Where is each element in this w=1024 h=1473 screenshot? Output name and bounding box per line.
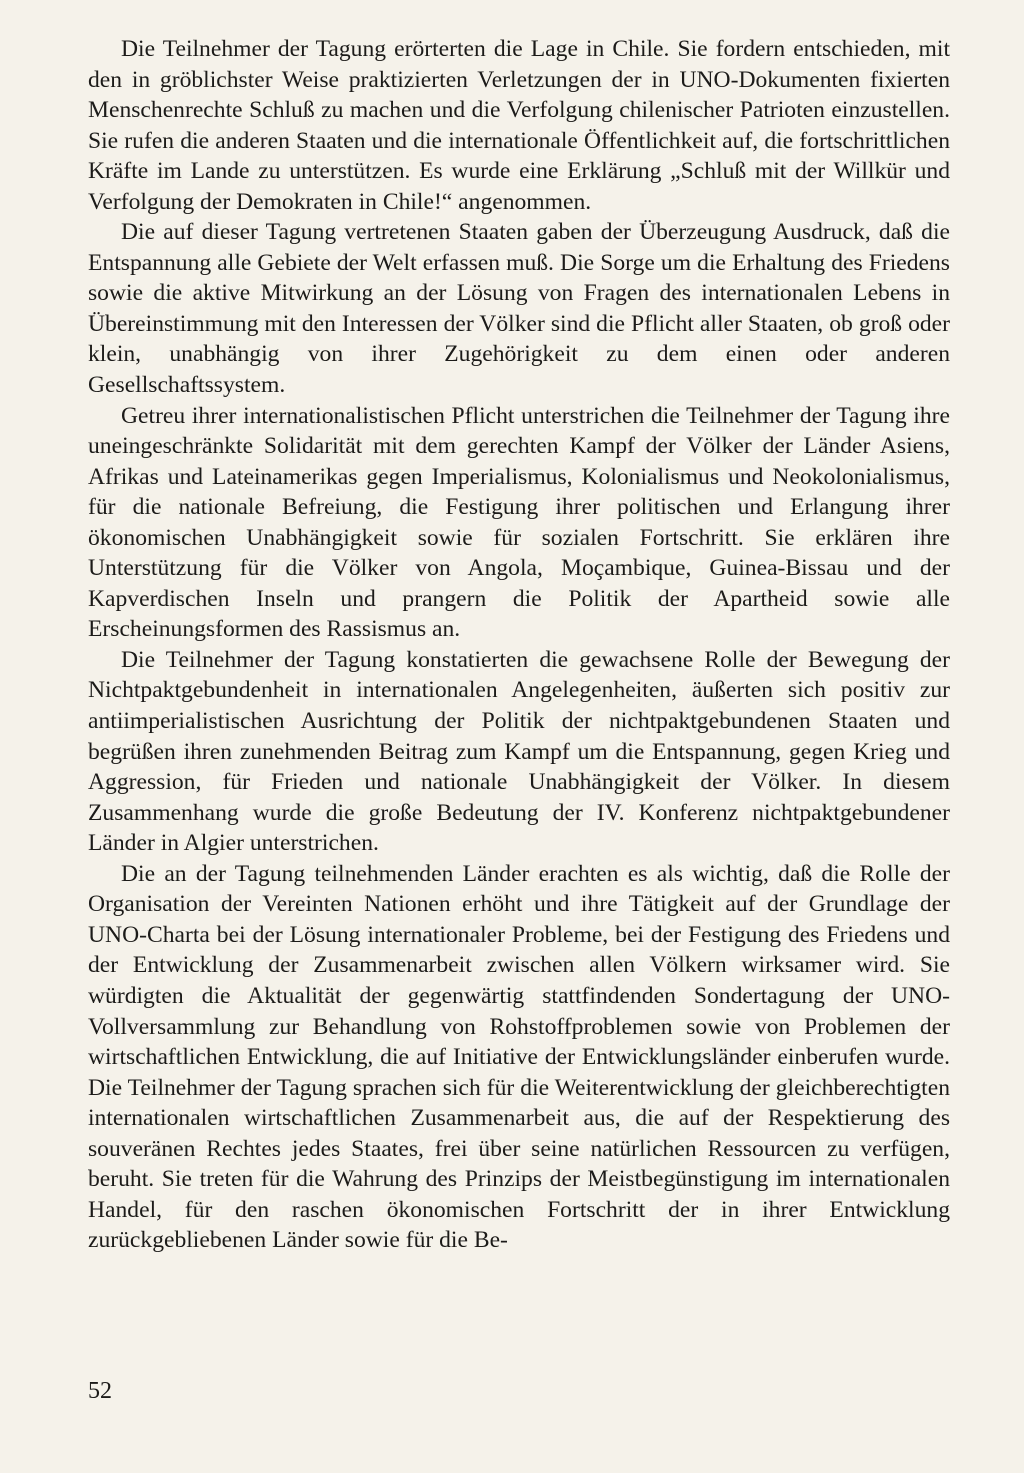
paragraph-solidaritaet: Getreu ihrer internationalistischen Pflicht unterstrichen die Teilnehmer der Tagung ihre uneingeschränkte Solidarität mit dem gerechten Kampf der Völker der Länder Asiens, Afrikas und Lateinamerikas gegen Imperialismus, Kolonialismus und Neokolonialismus, für die nationale Befreiung, die Festigung ihrer politischen und Erlangung ihrer ökonomischen Unabhängigkeit sowie für sozialen Fortschritt. Sie erklären ihre Unterstützung für die Völker von Angola, Moçambique, Guinea-Bissau und der Kapverdischen Inseln und prangern die Politik der Apartheid sowie alle Erscheinungsformen des Rassismus an. [88,402,950,643]
paragraph-chile: Die Teilnehmer der Tagung erörterten die Lage in Chile. Sie fordern entschieden, mit den in gröblichster Weise praktizierten Verletzungen der in UNO-Dokumenten fixierten Menschenrechte Schluß zu machen und die Verfolgung chilenischer Patrioten einzustellen. Sie rufen die anderen Staaten und die internationale Öffentlichkeit auf, die fortschrittlichen Kräfte im Lande zu unterstützen. Es wurde eine Erklärung „Schluß mit der Willkür und Verfolgung der Demokraten in Chile!“ angenommen. [88,36,950,215]
paragraph-entspannung: Die auf dieser Tagung vertretenen Staaten gaben der Überzeugung Ausdruck, daß die Entspannung alle Gebiete der Welt erfassen muß. Die Sorge um die Erhaltung des Friedens sowie die aktive Mitwirkung an der Lösung von Fragen des internationalen Lebens in Übereinstimmung mit den Interessen der Völker sind die Pflicht aller Staaten, ob groß oder klein, unabhängig von ihrer Zugehörigkeit zu dem einen oder anderen Gesellschaftssystem. [88,219,950,399]
page-number: 52 [88,1378,112,1404]
paragraph-vereinte-nationen: Die an der Tagung teilnehmenden Länder erachten es als wichtig, daß die Rolle der Organisation der Vereinten Nationen erhöht und ihre Tätigkeit auf der Grundlage der UNO-Charta bei der Lösung internationaler Probleme, bei der Festigung des Friedens und der Entwicklung der Zusammenarbeit zwischen allen Völkern wirksamer wird. Sie würdigten die Aktualität der gegenwärtig stattfindenden Sondertagung der UNO-Vollversammlung zur Behandlung von Rohstoffproblemen sowie von Problemen der wirtschaftlichen Entwicklung, die auf Initiative der Entwicklungsländer einberufen wurde. Die Teilnehmer der Tagung sprachen sich für die Weiterentwicklung der gleichberechtigten internationalen wirtschaftlichen Zusammenarbeit aus, die auf der Respektierung des souveränen Rechtes jedes Staates, frei über seine natürlichen Ressourcen zu verfügen, beruht. Sie treten für die Wahrung des Prinzips der Meistbegünstigung im internationalen Handel, für den raschen ökonomischen Fortschritt der in ihrer Entwicklung zurückgebliebenen Länder sowie für die Be- [88,860,950,1254]
body-text [88,34,950,1256]
paragraph-nichtpaktgebundenheit: Die Teilnehmer der Tagung konstatierten die gewachsene Rolle der Bewegung der Nichtpaktgebundenheit in internationalen Angelegenheiten, äußerten sich positiv zur antiimperialistischen Ausrichtung der Politik der nichtpaktgebundenen Staaten und begrüßen ihren zunehmenden Beitrag zum Kampf um die Entspannung, gegen Krieg und Aggression, für Frieden und nationale Unabhängigkeit der Völker. In diesem Zusammenhang wurde die große Bedeutung der IV. Konferenz nichtpaktgebundener Länder in Algier unterstrichen. [88,646,950,857]
